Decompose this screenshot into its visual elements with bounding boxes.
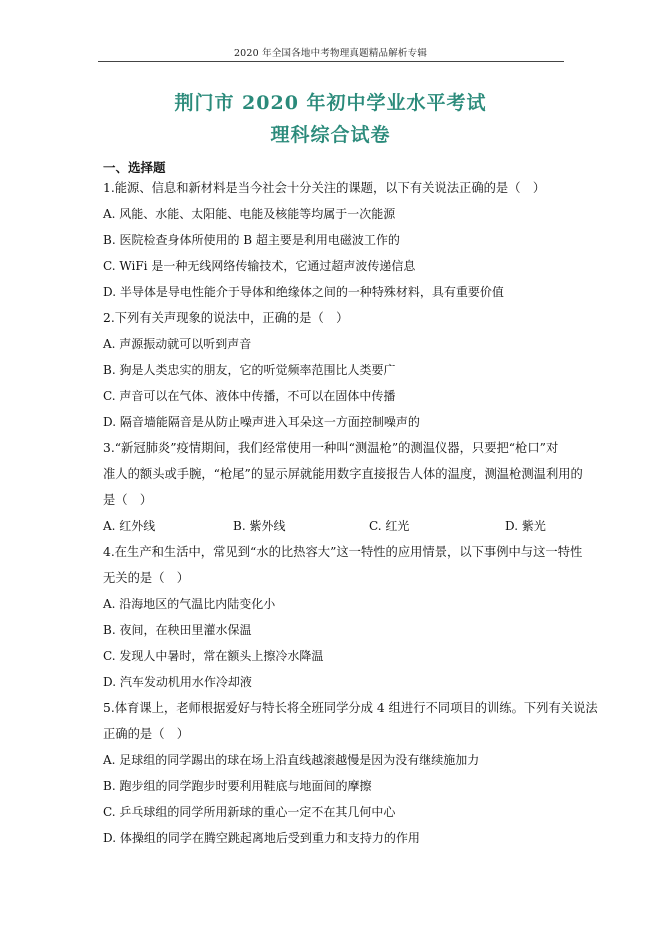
question-1-option-c: C. WiFi 是一种无线网络传输技术，它通过超声波传递信息: [103, 259, 416, 273]
question-4-option-d: D. 汽车发动机用水作冷却液: [103, 675, 252, 689]
question-4-stem-line-2: 无关的是（ ）: [103, 571, 190, 585]
question-4-option-a: A. 沿海地区的气温比内陆变化小: [103, 597, 276, 611]
question-3-option-d: D. 紫光: [505, 519, 546, 533]
question-2-option-a: A. 声源振动就可以听到声音: [103, 337, 252, 351]
question-5-option-c: C. 乒乓球组的同学所用新球的重心一定不在其几何中心: [103, 805, 396, 819]
question-3-option-a: A. 红外线: [103, 519, 156, 533]
question-1-option-b: B. 医院检查身体所使用的 B 超主要是利用电磁波工作的: [103, 233, 400, 247]
question-5-stem-line-1: 5.体育课上，老师根据爱好与特长将全班同学分成 4 组进行不同项目的训练。下列有关说法: [103, 701, 598, 715]
question-1-option-a: A. 风能、水能、太阳能、电能及核能等均属于一次能源: [103, 207, 396, 221]
question-5-stem-line-2: 正确的是（ ）: [103, 727, 190, 741]
question-2-option-b: B. 狗是人类忠实的朋友，它的听觉频率范围比人类要广: [103, 363, 396, 377]
question-4-stem-line-1: 4.在生产和生活中，常见到“水的比热容大”这一特性的应用情景，以下事例中与这一特性: [103, 545, 583, 559]
question-4-option-b: B. 夜间，在秧田里灌水保温: [103, 623, 252, 637]
question-5-option-d: D. 体操组的同学在腾空跳起离地后受到重力和支持力的作用: [103, 831, 420, 845]
question-1-stem: 1.能源、信息和新材料是当今社会十分关注的课题，以下有关说法正确的是（ ）: [103, 181, 546, 195]
question-3-stem-line-2: 准人的额头或手腕，“枪尾”的显示屏就能用数字直接报告人体的温度，测温枪测温利用的: [103, 467, 583, 481]
exam-title: 荆门市 2020 年初中学业水平考试: [174, 92, 487, 114]
question-3-option-b: B. 紫外线: [233, 519, 286, 533]
question-3-option-c: C. 红光: [369, 519, 410, 533]
question-1-option-d: D. 半导体是导电性能介于导体和绝缘体之间的一种特殊材料，具有重要价值: [103, 285, 504, 299]
exam-subtitle: 理科综合试卷: [270, 124, 391, 146]
question-5-option-a: A. 足球组的同学踢出的球在场上沿直线越滚越慢是因为没有继续施加力: [103, 753, 480, 767]
question-2-option-d: D. 隔音墙能隔音是从防止噪声进入耳朵这一方面控制噪声的: [103, 415, 420, 429]
question-3-stem-line-3: 是（ ）: [103, 493, 153, 507]
question-2-stem: 2.下列有关声现象的说法中，正确的是（ ）: [103, 311, 349, 325]
question-2-option-c: C. 声音可以在气体、液体中传播，不可以在固体中传播: [103, 389, 396, 403]
question-3-stem-line-1: 3.“新冠肺炎”疫情期间，我们经常使用一种叫“测温枪”的测温仪器，只要把“枪口”对: [103, 441, 559, 455]
header-divider: [98, 61, 564, 62]
running-header: 2020 年全国各地中考物理真题精品解析专辑: [233, 48, 428, 59]
question-5-option-b: B. 跑步组的同学跑步时要利用鞋底与地面间的摩擦: [103, 779, 372, 793]
section-heading: 一、选择题: [103, 160, 166, 175]
question-4-option-c: C. 发现人中暑时，常在额头上擦冷水降温: [103, 649, 324, 663]
